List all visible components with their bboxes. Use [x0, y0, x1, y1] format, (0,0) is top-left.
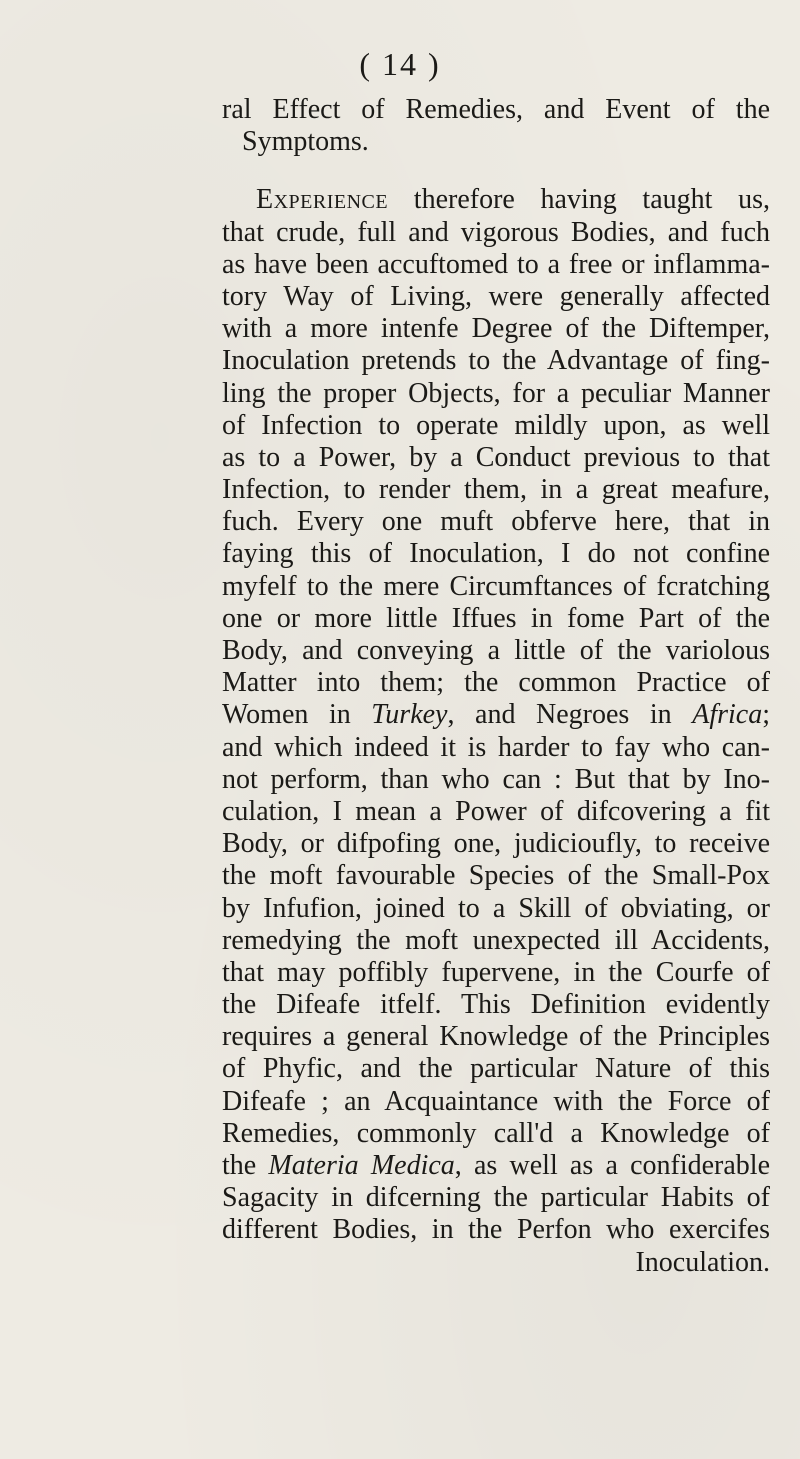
text-line: Sagacity in difcerning the particular Habits of: [222, 1182, 770, 1214]
text-line: of Infection to operate mildly upon, as well: [222, 409, 770, 441]
text-line: Body, or difpofing one, judicioufly, to receive: [222, 828, 770, 860]
lead-word-small-caps: Experience: [256, 184, 389, 216]
text-line: different Bodies, in the Perfon who exercifes: [222, 1214, 770, 1246]
text-line: and which indeed it is harder to fay who can-: [222, 731, 770, 763]
text-line: not perform, than who can : But that by Ino-: [222, 763, 770, 795]
text-line: the Difeafe itfelf. This Definition evidently: [222, 989, 770, 1021]
catchword: Inoculation.: [635, 1246, 770, 1278]
text-run: the: [222, 1150, 269, 1181]
text-line: tory Way of Living, were generally affected: [222, 280, 770, 312]
text-line: myfelf to the mere Circumftances of fcratching: [222, 570, 770, 602]
text-line: faying this of Inoculation, I do not confine: [222, 538, 770, 570]
page-number: ( 14 ): [359, 46, 441, 82]
paragraph-first-line: [222, 184, 770, 216]
italic-run: Africa: [692, 699, 763, 731]
text-line: ral Effect of Remedies, and Event of the: [222, 94, 770, 125]
italic-run: Materia Medica: [268, 1150, 455, 1181]
paragraph-gap: [222, 158, 770, 184]
italic-run: Turkey: [371, 699, 448, 731]
text-run: , as well as a confiderable: [454, 1150, 771, 1181]
text-line-mixed: [222, 1150, 770, 1182]
text-line: Inoculation pretends to the Advantage of fing-: [222, 345, 770, 377]
text-line: with a more intenfe Degree of the Diftemper,: [222, 313, 770, 345]
text-line: of Phyfic, and the particular Nature of this: [222, 1053, 770, 1085]
text-line: requires a general Knowledge of the Principles: [222, 1021, 770, 1053]
text-line: the moft favourable Species of the Small-Pox: [222, 860, 770, 892]
text-line: Difeafe ; an Acquaintance with the Force of: [222, 1085, 770, 1117]
text-line: fuch. Every one muft obferve here, that in: [222, 506, 770, 538]
text-line-mixed: [222, 699, 770, 731]
text-line: Infection, to render them, in a great meafure,: [222, 474, 770, 506]
text-line: Remedies, commonly call'd a Knowledge of: [222, 1117, 770, 1149]
text-line: as to a Power, by a Conduct previous to that: [222, 441, 770, 473]
text-run: , and Negroes in: [447, 699, 693, 731]
text-run: ;: [762, 699, 770, 731]
text-line: by Infufion, joined to a Skill of obviating, or: [222, 892, 770, 924]
text-line: Body, and conveying a little of the variolous: [222, 635, 770, 666]
text-line: Symptoms.: [242, 126, 369, 158]
text-line: culation, I mean a Power of difcovering a fit: [222, 795, 770, 827]
text-line: that may poffibly fupervene, in the Courfe of: [222, 956, 770, 988]
text-line: Matter into them; the common Practice of: [222, 667, 770, 699]
text-line: as have been accuftomed to a free or inflamma-: [222, 248, 770, 280]
text-line: ling the proper Objects, for a peculiar Manner: [222, 377, 770, 409]
body-text: [222, 94, 770, 1279]
text-line: that crude, full and vigorous Bodies, and fuch: [222, 216, 770, 248]
text-run: Women in: [222, 699, 372, 731]
text-run: therefore having taught us,: [388, 184, 770, 216]
text-line: remedying the moft unexpected ill Accidents,: [222, 924, 770, 956]
text-line: one or more little Iffues in fome Part of the: [222, 602, 770, 634]
